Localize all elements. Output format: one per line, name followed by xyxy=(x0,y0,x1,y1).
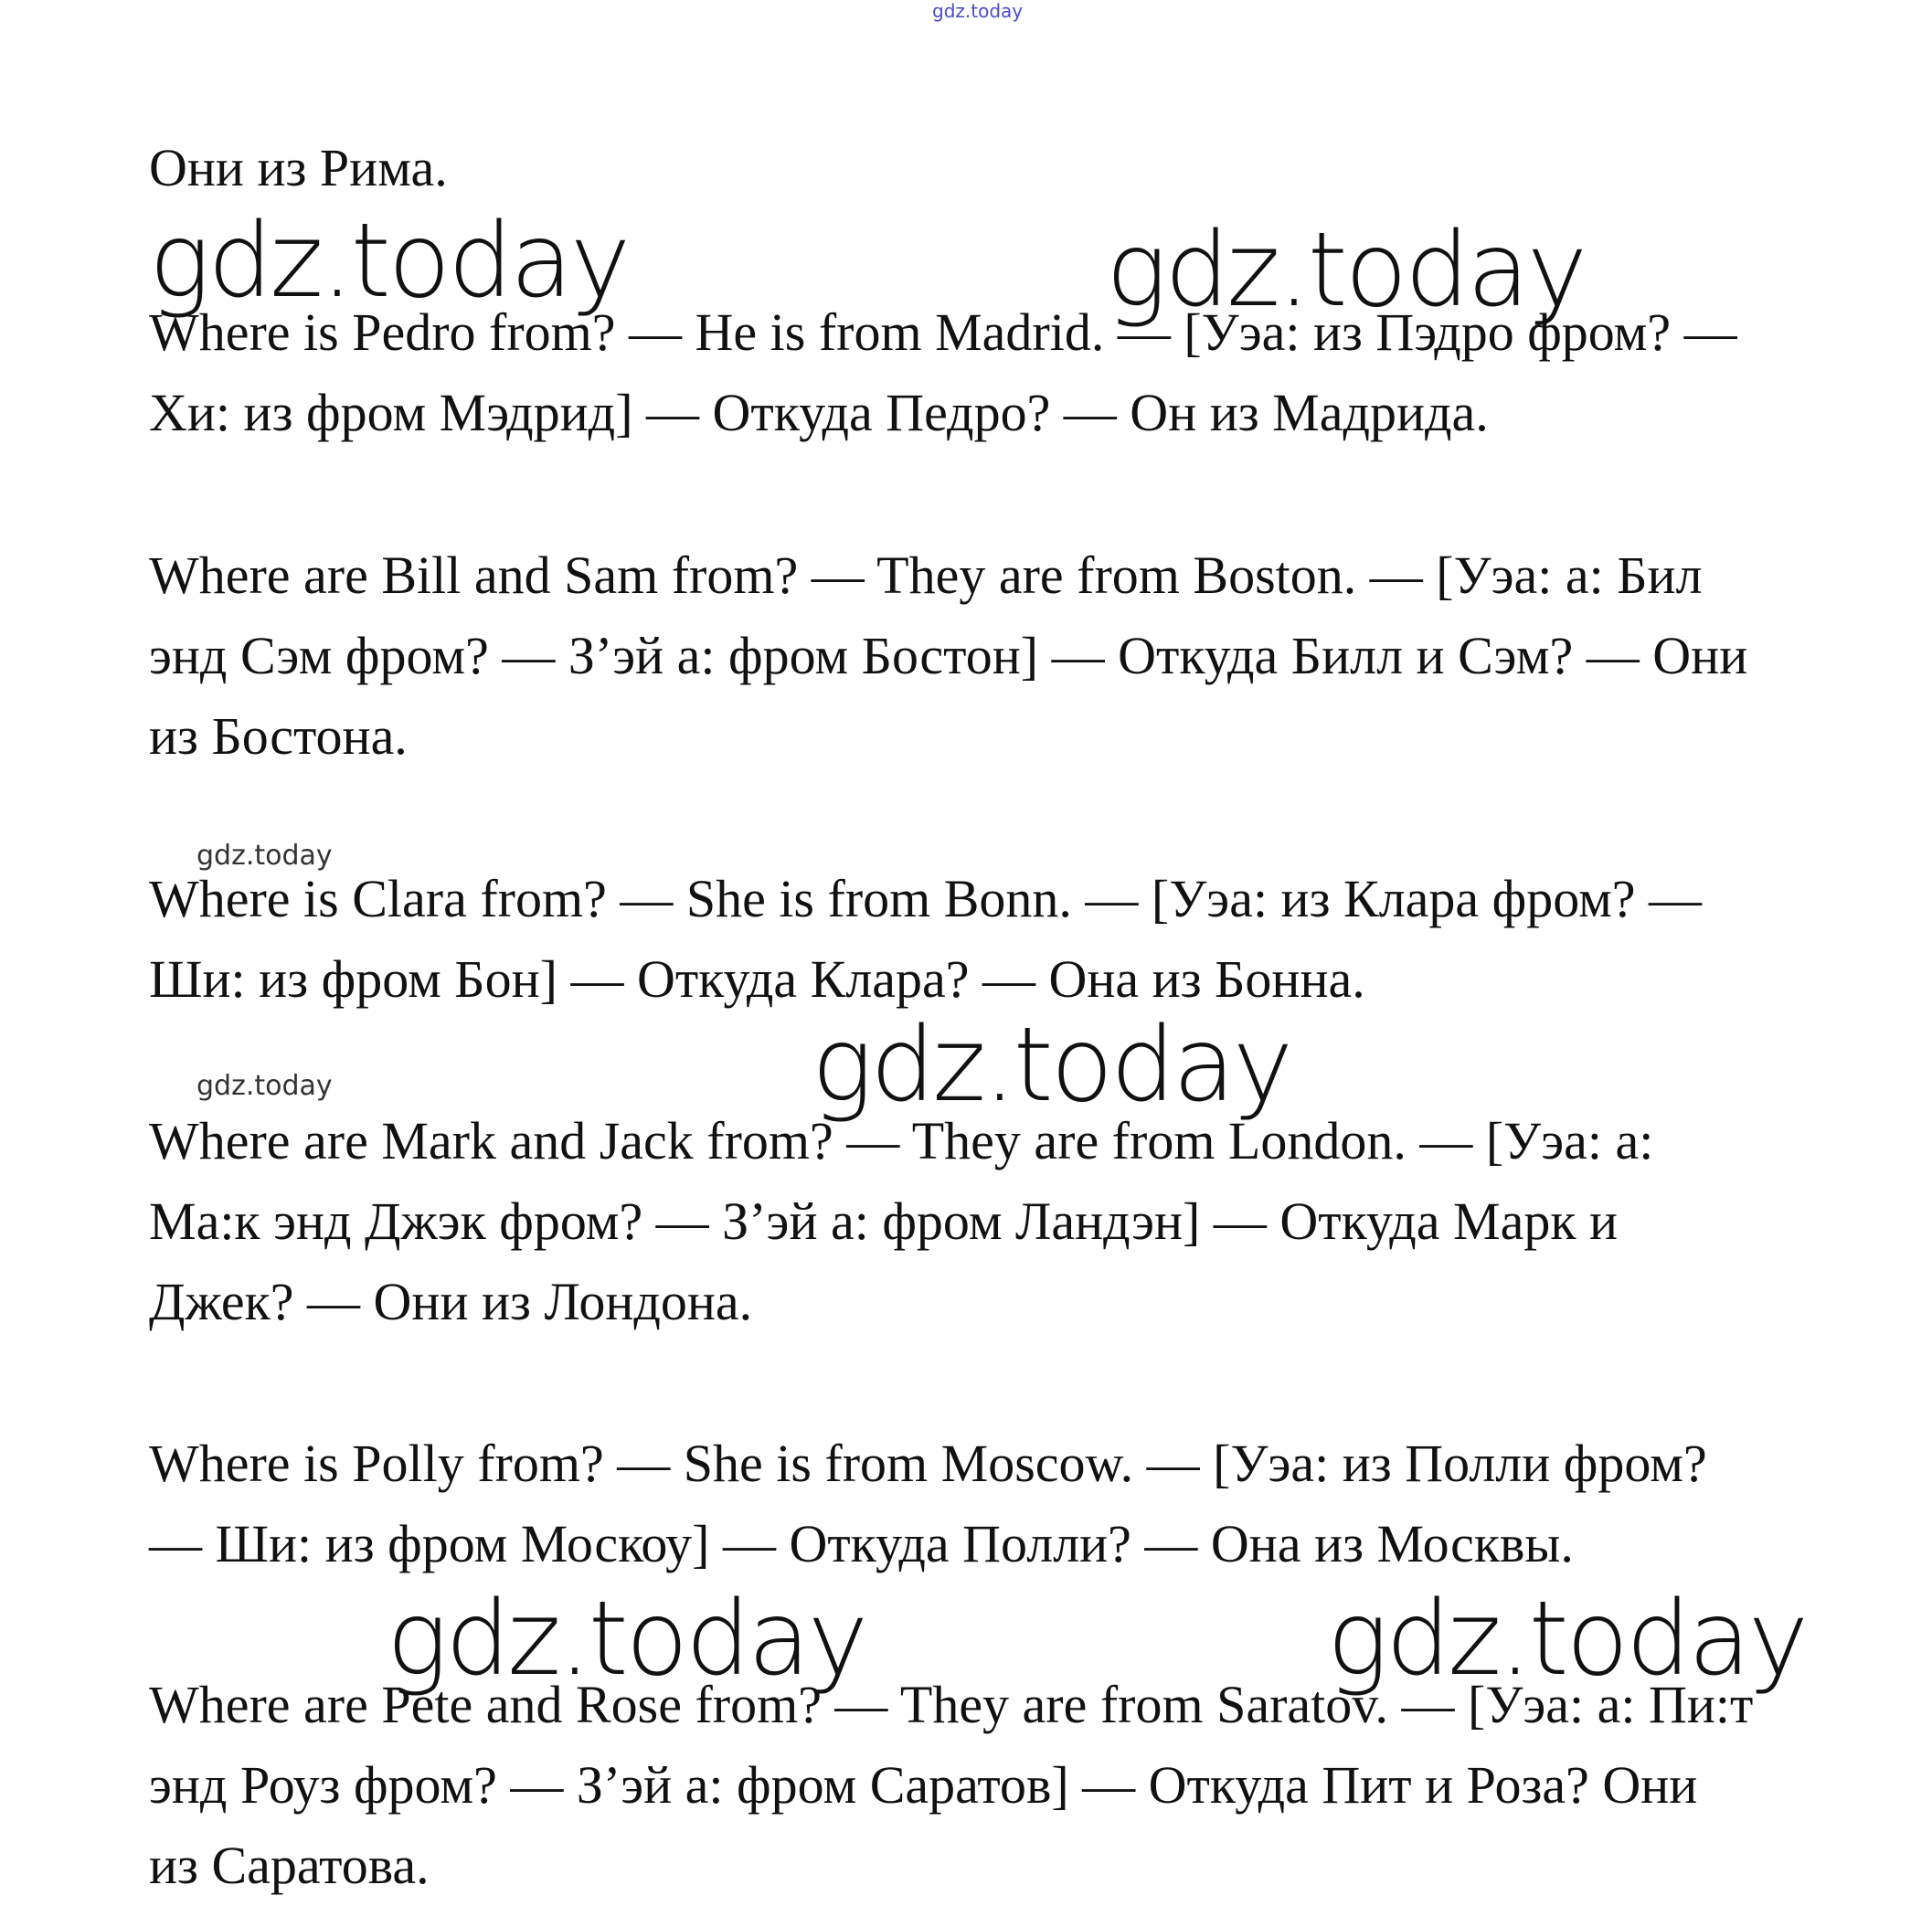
watermark-large: gdz.today xyxy=(1327,1580,1807,1699)
paragraph-pedro xyxy=(149,292,1794,453)
paragraph-rome xyxy=(149,128,1794,208)
watermark-large: gdz.today xyxy=(1106,211,1586,330)
paragraph-pete-rose xyxy=(149,1665,1794,1906)
watermark-small: gdz.today xyxy=(196,840,333,872)
text-line: Where is Polly from? — She is from Moscow. — [Уэа: из Полли фром? xyxy=(149,1434,1707,1493)
paragraph-mark-jack xyxy=(149,1101,1794,1342)
text-line: из Бостона. xyxy=(149,706,408,766)
text-line: Джек? — Они из Лондона. xyxy=(149,1272,753,1331)
watermark-small: gdz.today xyxy=(196,1070,333,1102)
text-line: Where are Bill and Sam from? — They are from Boston. — [Уэа: а: Бил xyxy=(149,545,1703,605)
text-line: из Саратова. xyxy=(149,1836,430,1895)
text-line: Where are Mark and Jack from? — They are from London. — [Уэа: а: xyxy=(149,1111,1654,1170)
text-line: энд Сэм фром? — З’эй а: фром Бостон] — Откуда Билл и Сэм? — Они xyxy=(149,626,1748,685)
paragraph-bill-sam xyxy=(149,535,1794,777)
header-watermark: gdz.today xyxy=(932,0,1024,22)
text-line: Where is Pedro from? — He is from Madrid. — [Уэа: из Пэдро фром? — xyxy=(149,302,1737,362)
paragraph-clara xyxy=(149,859,1794,1020)
text-line: Ши: из фром Бон] — Откуда Клара? — Она из Бонна. xyxy=(149,949,1365,1009)
text-line: Where is Clara from? — She is from Bonn. — [Уэа: из Клара фром? — xyxy=(149,869,1703,928)
text-line: Ма:к энд Джэк фром? — З’эй а: фром Ландэн] — Откуда Марк и xyxy=(149,1191,1619,1251)
text-line: Хи: из фром Мэдрид] — Откуда Педро? — Он из Мадрида. xyxy=(149,383,1489,442)
text-line: Они из Рима. xyxy=(149,138,448,197)
watermark-large: gdz.today xyxy=(387,1580,866,1699)
text-line: энд Роуз фром? — З’эй а: фром Саратов] — Откуда Пит и Роза? Они xyxy=(149,1755,1698,1815)
watermark-large: gdz.today xyxy=(149,202,629,321)
text-line: — Ши: из фром Москоу] — Откуда Полли? — Она из Москвы. xyxy=(149,1514,1574,1573)
text-line: Where are Pete and Rose from? — They are from Saratov. — [Уэа: а: Пи:т xyxy=(149,1675,1754,1734)
watermark-large: gdz.today xyxy=(812,1006,1291,1125)
paragraph-polly xyxy=(149,1424,1794,1584)
